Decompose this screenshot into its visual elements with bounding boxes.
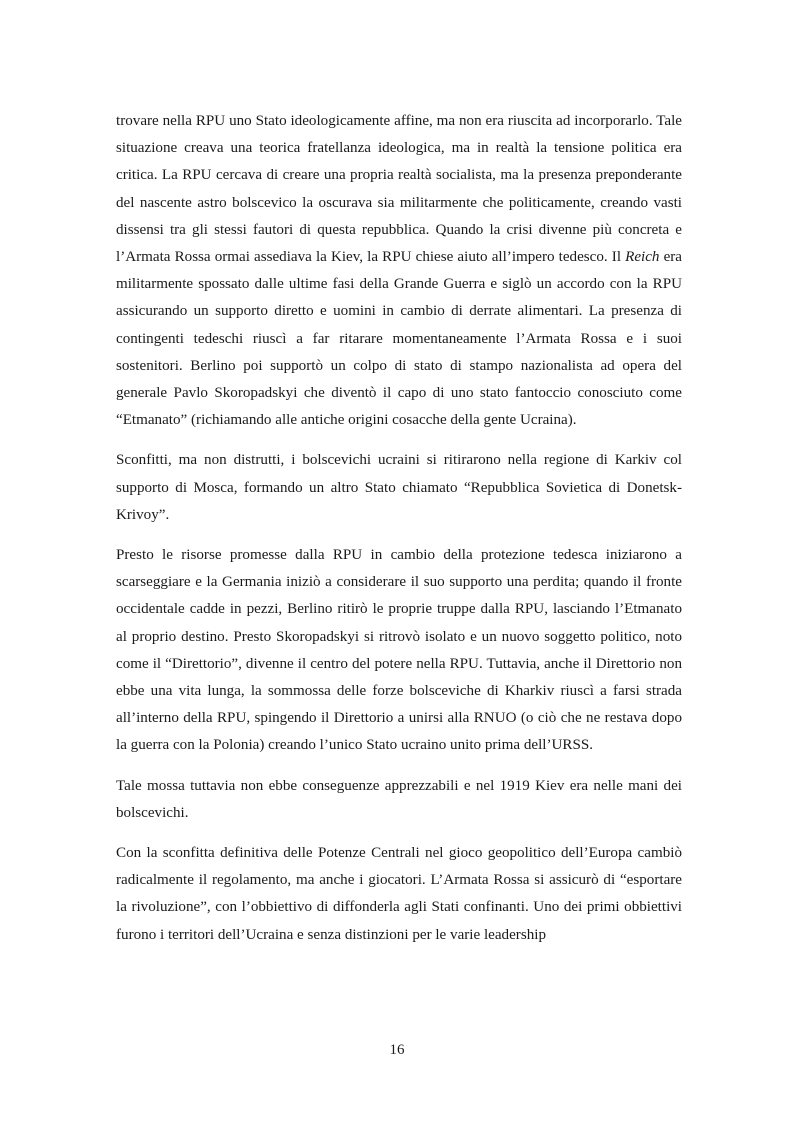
- page-body: [116, 108, 682, 962]
- paragraph-kiev-1919: Tale mossa tuttavia non ebbe conseguenze apprezzabili e nel 1919 Kiev era nelle mani dei bolscevichi.: [116, 777, 682, 821]
- paragraph-text: era militarmente spossato dalle ultime fasi della Grande Guerra e siglò un accordo con la RPU assicurando un supporto diretto e uomini in cambio di derrate alimentari. La presenza di contingenti tedeschi riuscì a far ritarare momentaneamente l’Armata Rossa e i suoi sostenitori. Berlino poi supportò un colpo di stato di stampo nazionalista ad opera del generale Pavlo Skoropadskyi che diventò il capo di uno stato fantoccio conosciuto come “Etmanato” (richiamando alle antiche origini cosacche della gente Ucraina).: [116, 249, 682, 429]
- paragraph-central-powers: Con la sconfitta definitiva delle Potenze Centrali nel gioco geopolitico dell’Europa cambiò radicalmente il regolamento, ma anche i giocatori. L’Armata Rossa si assicurò di “esportare la rivoluzione”, con l’obbiettivo di diffonderla agli Stati confinanti. Uno dei primi obbiettivi furono i territori dell’Ucraina e senza distinzioni per le varie leadership: [116, 845, 682, 943]
- paragraph-bolsheviks-karkiv: Sconfitti, ma non distrutti, i bolscevichi ucraini si ritirarono nella regione di Karkiv col supporto di Mosca, formando un altro Stato chiamato “Repubblica Sovietica di Donetsk-Krivoy”.: [116, 452, 682, 523]
- page-number: 16: [389, 1042, 405, 1058]
- paragraph-rpu-reich: [116, 108, 682, 434]
- paragraph-directorate: Presto le risorse promesse dalla RPU in cambio della protezione tedesca iniziarono a scarseggiare e la Germania iniziò a considerare il suo supporto una perdita; quando il fronte occidentale cadde in pezzi, Berlino ritirò le proprie truppe dalla RPU, lasciando l’Etmanato al proprio destino. Presto Skoropadskyi si ritrovò isolato e un nuovo soggetto politico, noto come il “Direttorio”, divenne il centro del potere nella RPU. Tuttavia, anche il Direttorio non ebbe una vita lunga, la sommossa delle forze bolsceviche di Kharkiv riuscì a farsi strada all’interno della RPU, spingendo il Direttorio a unirsi alla RNUO (o ciò che ne restava dopo la guerra con la Polonia) creando l’unico Stato ucraino unito prima dell’URSS.: [116, 547, 682, 754]
- paragraph-text: trovare nella RPU uno Stato ideologicamente affine, ma non era riuscita ad incorporarlo. Tale situazione creava una teorica fratellanza ideologica, ma in realtà la tensione politica era critica. La RPU cercava di creare una propria realtà socialista, ma la presenza preponderante del nascente astro bolscevico la oscurava sia militarmente che politicamente, creando vasti dissensi tra gli stessi fautori di questa repubblica. Quando la crisi divenne più concreta e l’Armata Rossa ormai assediava la Kiev, la RPU chiese aiuto all’impero tedesco. Il: [116, 113, 682, 266]
- italic-term-reich: Reich: [625, 249, 660, 266]
